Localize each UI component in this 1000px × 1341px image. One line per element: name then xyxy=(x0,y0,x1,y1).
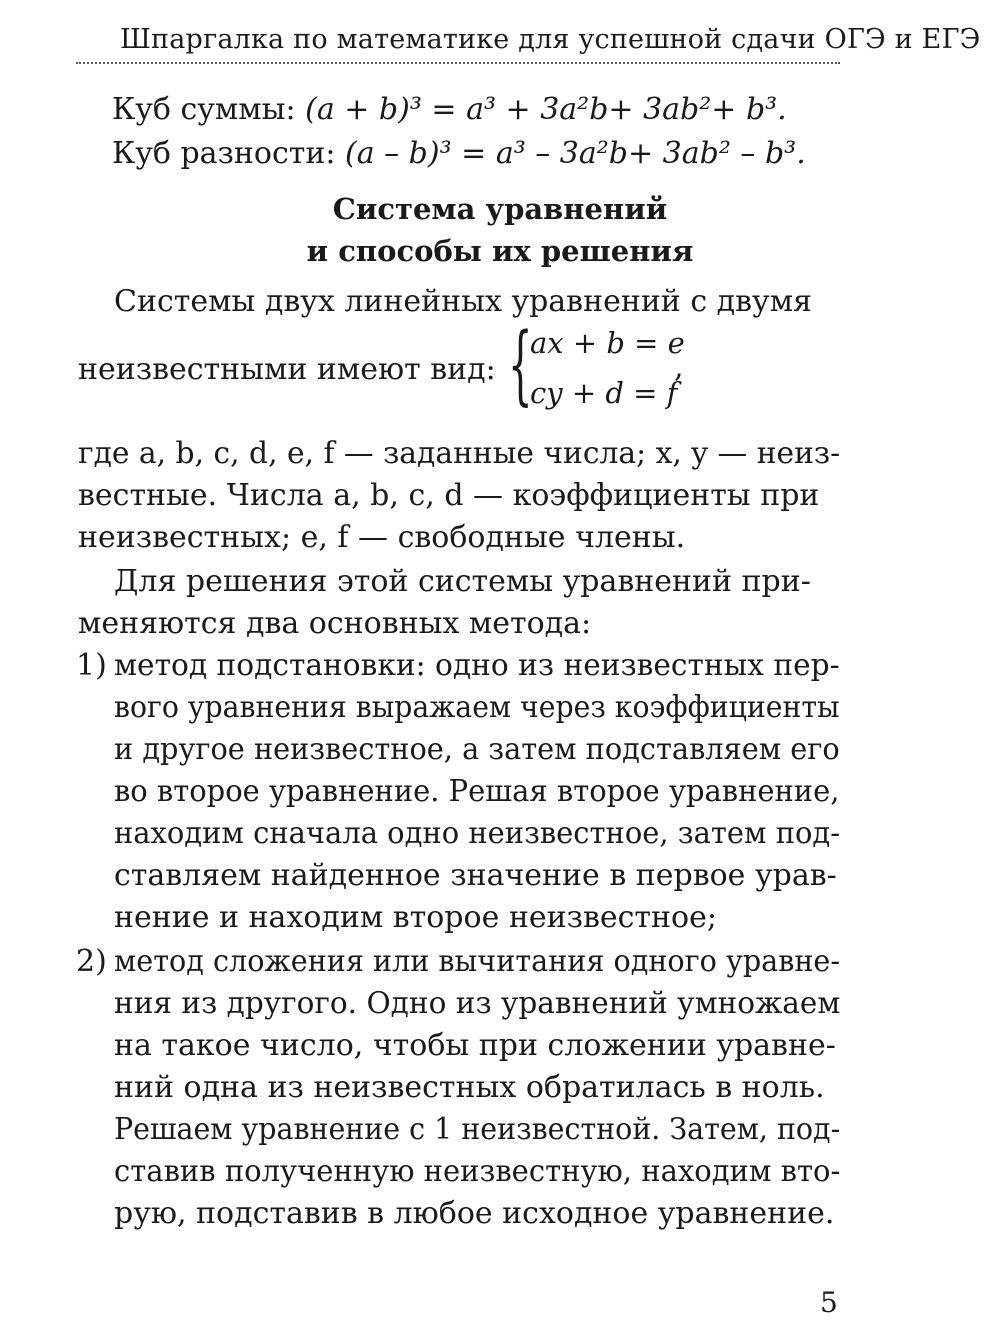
cube-difference-label: Куб разности: xyxy=(112,136,346,171)
method-line: рую, подставив в любое исходное уравнение. xyxy=(114,1196,835,1231)
method-line: во второе уравнение. Решая второе уравнение, xyxy=(114,774,840,809)
method-line: метод подстановки: одно из неизвестных пер- xyxy=(114,648,840,683)
intro-line: Системы двух линейных уравнений с двумя xyxy=(114,284,812,319)
system-comma: , xyxy=(674,350,684,385)
intro-line: неизвестными имеют вид: xyxy=(78,352,496,387)
definition-line: неизвестных; e, f — свободные члены. xyxy=(78,520,686,555)
running-header: Шпаргалка по математике для успешной сдачи ОГЭ и ЕГЭ xyxy=(120,24,981,55)
system-equation-2: cy + d = f xyxy=(530,376,678,410)
definition-line: вестные. Числа a, b, c, d — коэффициенты при xyxy=(78,478,820,513)
cube-difference-formula xyxy=(112,136,806,171)
system-brace: { xyxy=(508,315,533,415)
method-line: ставив полученную неизвестную, находим вто- xyxy=(114,1154,841,1189)
cube-sum-label: Куб суммы: xyxy=(112,92,306,127)
method-line: Решаем уравнение с 1 неизвестной. Затем, под- xyxy=(114,1112,841,1147)
methods-intro-line: меняются два основных метода: xyxy=(78,606,592,641)
system-equation-1: ax + b = e xyxy=(530,326,685,360)
method-line: вого уравнения выражаем через коэффициенты xyxy=(114,690,840,725)
definition-line: где a, b, c, d, e, f — заданные числа; x, y — неиз- xyxy=(78,436,841,471)
header-rule xyxy=(76,62,840,64)
method-line: ний одна из неизвестных обратилась в ноль. xyxy=(114,1070,825,1105)
section-title-line: и способы их решения xyxy=(306,234,694,268)
methods-intro-line: Для решения этой системы уравнений при- xyxy=(114,564,811,599)
method-line: нение и находим второе неизвестное; xyxy=(114,900,717,935)
method-line: ния из другого. Одно из уравнений умножаем xyxy=(114,986,841,1021)
cube-sum-formula xyxy=(112,92,787,127)
method-number: 1) xyxy=(76,648,107,683)
method-line: на такое число, чтобы при сложении уравне- xyxy=(114,1028,836,1063)
cube-sum-expression: (a + b)³ = a³ + 3a²b+ 3ab²+ b³. xyxy=(305,92,787,127)
method-line: метод сложения или вычитания одного уравне- xyxy=(114,944,841,979)
section-title-line: Система уравнений xyxy=(332,192,668,226)
method-line: находим сначала одно неизвестное, затем под- xyxy=(114,816,841,851)
section-title xyxy=(0,188,1000,272)
page-number: 5 xyxy=(820,1286,838,1319)
cube-difference-expression: (a – b)³ = a³ – 3a²b+ 3ab² – b³. xyxy=(345,136,806,171)
method-line: ставляем найденное значение в первое урав- xyxy=(114,858,837,893)
method-line: и другое неизвестное, а затем подставляем его xyxy=(114,732,840,767)
method-number: 2) xyxy=(76,944,107,979)
